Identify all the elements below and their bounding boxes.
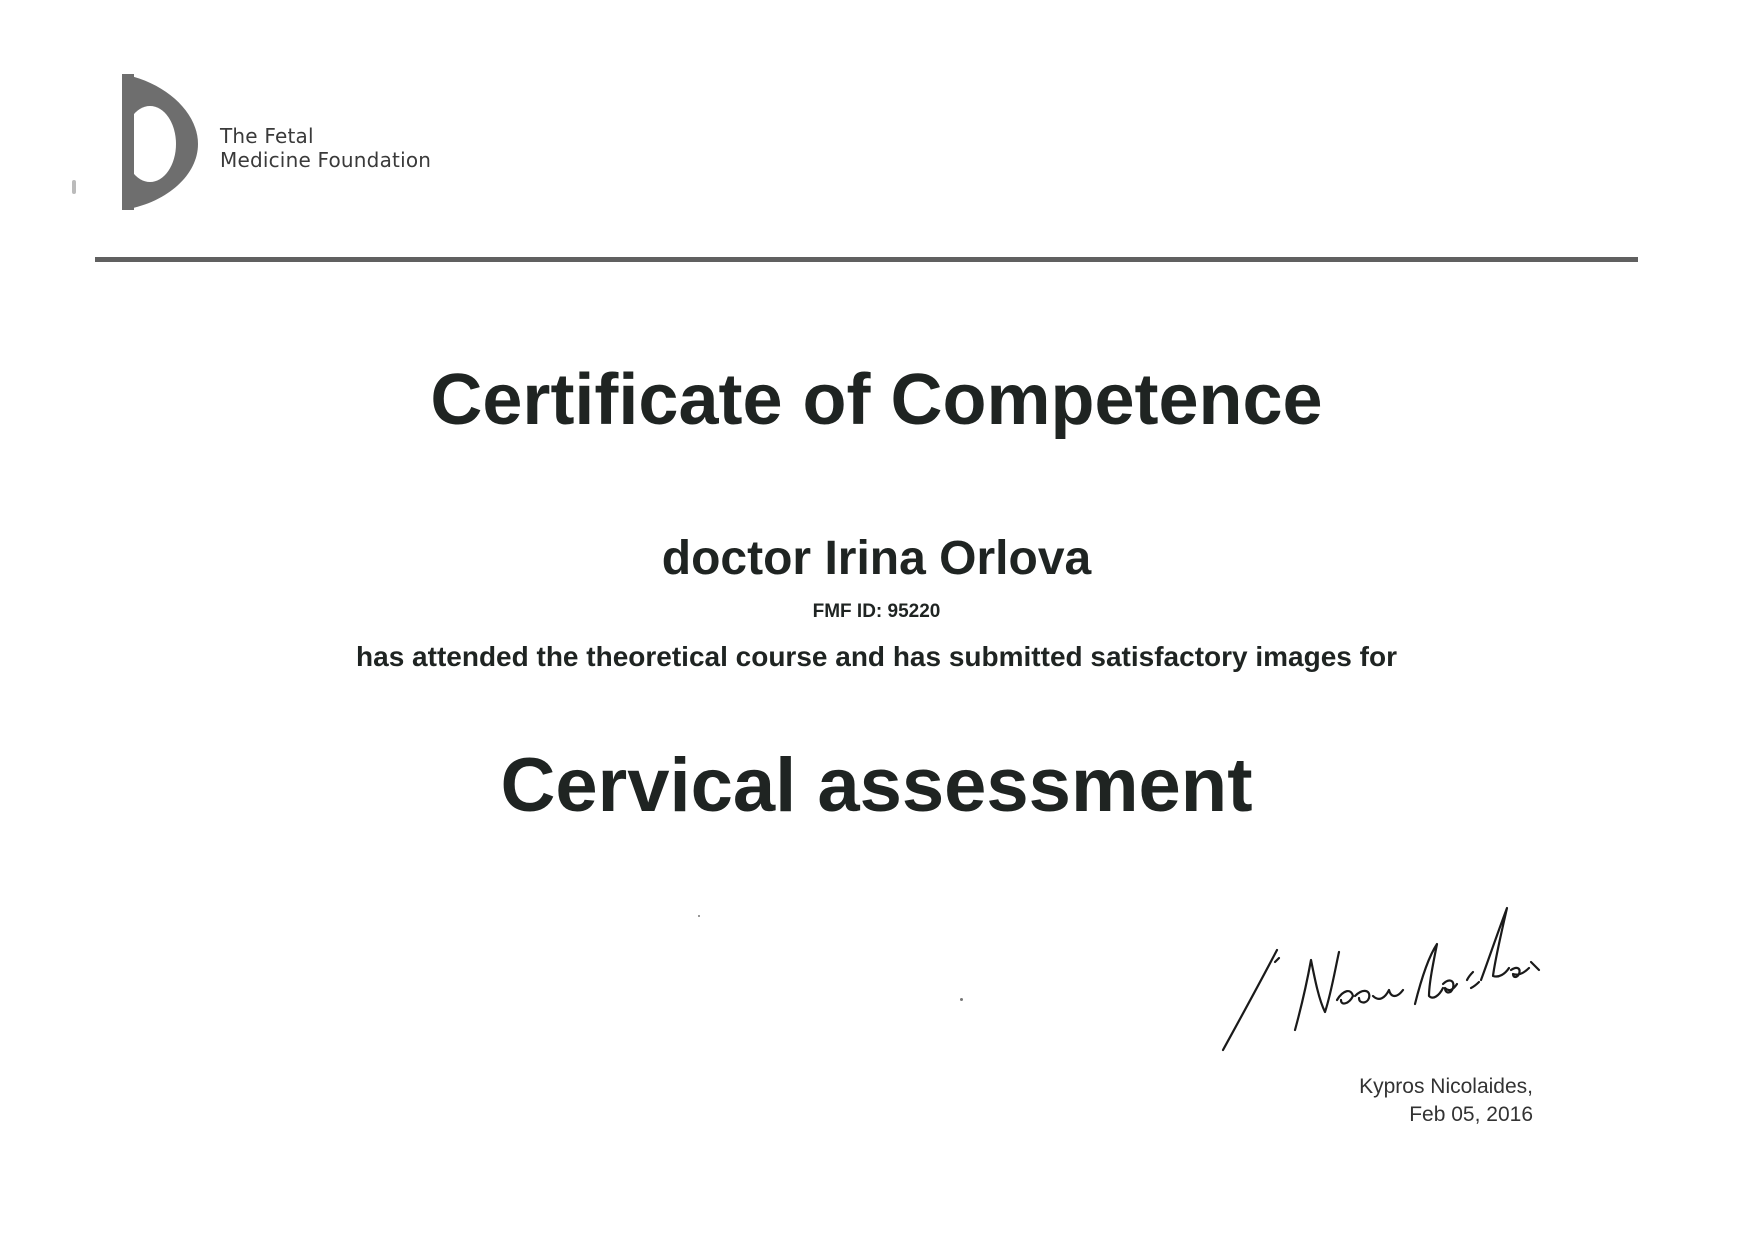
fmf-logo: [120, 72, 450, 212]
organization-name: [220, 124, 431, 172]
certificate-statement: has attended the theoretical course and has submitted satisfactory images for: [356, 641, 1397, 672]
handwritten-signature: [1215, 900, 1545, 1060]
recipient-name: doctor Irina Orlova: [661, 532, 1092, 585]
scan-speck: [960, 998, 963, 1001]
certificate-title: Certificate of Competence: [430, 360, 1323, 440]
signatory-name: Kypros Nicolaides,: [1359, 1075, 1533, 1098]
scan-speck: [698, 915, 700, 917]
header-divider: [95, 257, 1638, 262]
organization-name-line1: The Fetal: [220, 124, 314, 148]
organization-name-line2: Medicine Foundation: [220, 148, 432, 172]
fmf-id: FMF ID: 95220: [812, 601, 941, 622]
scan-speck: [72, 180, 76, 194]
course-name: Cervical assessment: [500, 743, 1253, 828]
signature-date: Feb 05, 2016: [1409, 1103, 1533, 1126]
fmf-logo-icon: [120, 72, 200, 212]
signatory-block: [1359, 1073, 1533, 1129]
